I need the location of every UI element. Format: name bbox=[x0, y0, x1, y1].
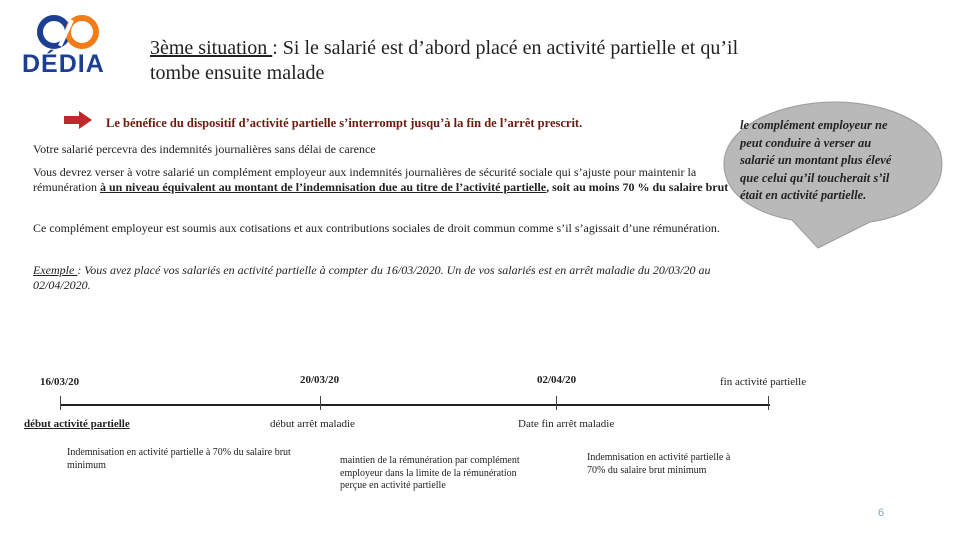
example-label: Exemple bbox=[33, 263, 78, 277]
fin-activite-label: fin activité partielle bbox=[720, 376, 807, 388]
title-underlined: 3ème situation bbox=[150, 37, 273, 59]
note-indemnisation-2: Indemnisation en activité partielle à 70% du salaire brut minimum bbox=[587, 452, 731, 476]
date-fin-arret: 02/04/20 bbox=[537, 374, 577, 386]
title-rest: : Si le salarié est d’abord placé en activité partielle et qu’il tombe ensuite malade bbox=[150, 37, 739, 84]
right-arrow-icon bbox=[64, 111, 92, 129]
paragraph-cotisations: Ce complément employeur est soumis aux cotisations et aux contributions sociales de droit commun comme s’il s’agissait d’une rémunération. bbox=[33, 221, 720, 235]
paragraph-ij: Votre salarié percevra des indemnités journalières sans délai de carence bbox=[33, 142, 376, 156]
page-title bbox=[150, 36, 750, 86]
tick-arret bbox=[320, 396, 321, 410]
p2-start: Vous devrez verser à votre salarié un complément employeur aux indemnités journalières de sécurité sociale qui s’ajuste pour maintenir la rémunération bbox=[33, 165, 697, 194]
tick-start bbox=[60, 396, 61, 410]
event-debut-activite: début activité partielle bbox=[24, 418, 130, 430]
date-arret: 20/03/20 bbox=[300, 374, 340, 386]
note-indemnisation-1: Indemnisation en activité partielle à 70% du salaire brut minimum bbox=[67, 447, 291, 471]
p2-underline: à un niveau équivalent au montant de l’indemnisation due au titre de l’activité partielle bbox=[99, 180, 547, 194]
event-debut-arret: début arrêt maladie bbox=[270, 418, 355, 430]
event-fin-arret: Date fin arrêt maladie bbox=[518, 418, 615, 430]
tick-end bbox=[768, 396, 769, 410]
rule-text: Le bénéfice du dispositif d’activité partielle s’interrompt jusqu’à la fin de l’arrêt prescrit. bbox=[106, 116, 583, 130]
tick-fin-arret bbox=[556, 396, 557, 410]
paragraph-example bbox=[33, 263, 753, 293]
p2-end: , soit au moins 70 % du salaire brut bbox=[546, 180, 729, 194]
date-start: 16/03/20 bbox=[40, 376, 80, 388]
example-text: : Vous avez placé vos salariés en activité partielle à compter du 16/03/2020. Un de vos salariés est en arrêt maladie du 20/03/20 au 02/04/2020. bbox=[33, 263, 711, 292]
callout-text: le complément employeur ne peut conduire à verser au salarié un montant plus élevé que celui qu’il toucherait s’il était en activité partielle. bbox=[740, 118, 892, 202]
timeline-line bbox=[60, 404, 770, 406]
note-maintien: maintien de la rémunération par complément employeur dans la limite de la rémunération perçue en activité partielle bbox=[340, 455, 520, 491]
logo-wordmark: DÉDIA bbox=[22, 50, 105, 78]
paragraph-complement bbox=[33, 165, 733, 195]
page-number: 6 bbox=[878, 507, 885, 519]
